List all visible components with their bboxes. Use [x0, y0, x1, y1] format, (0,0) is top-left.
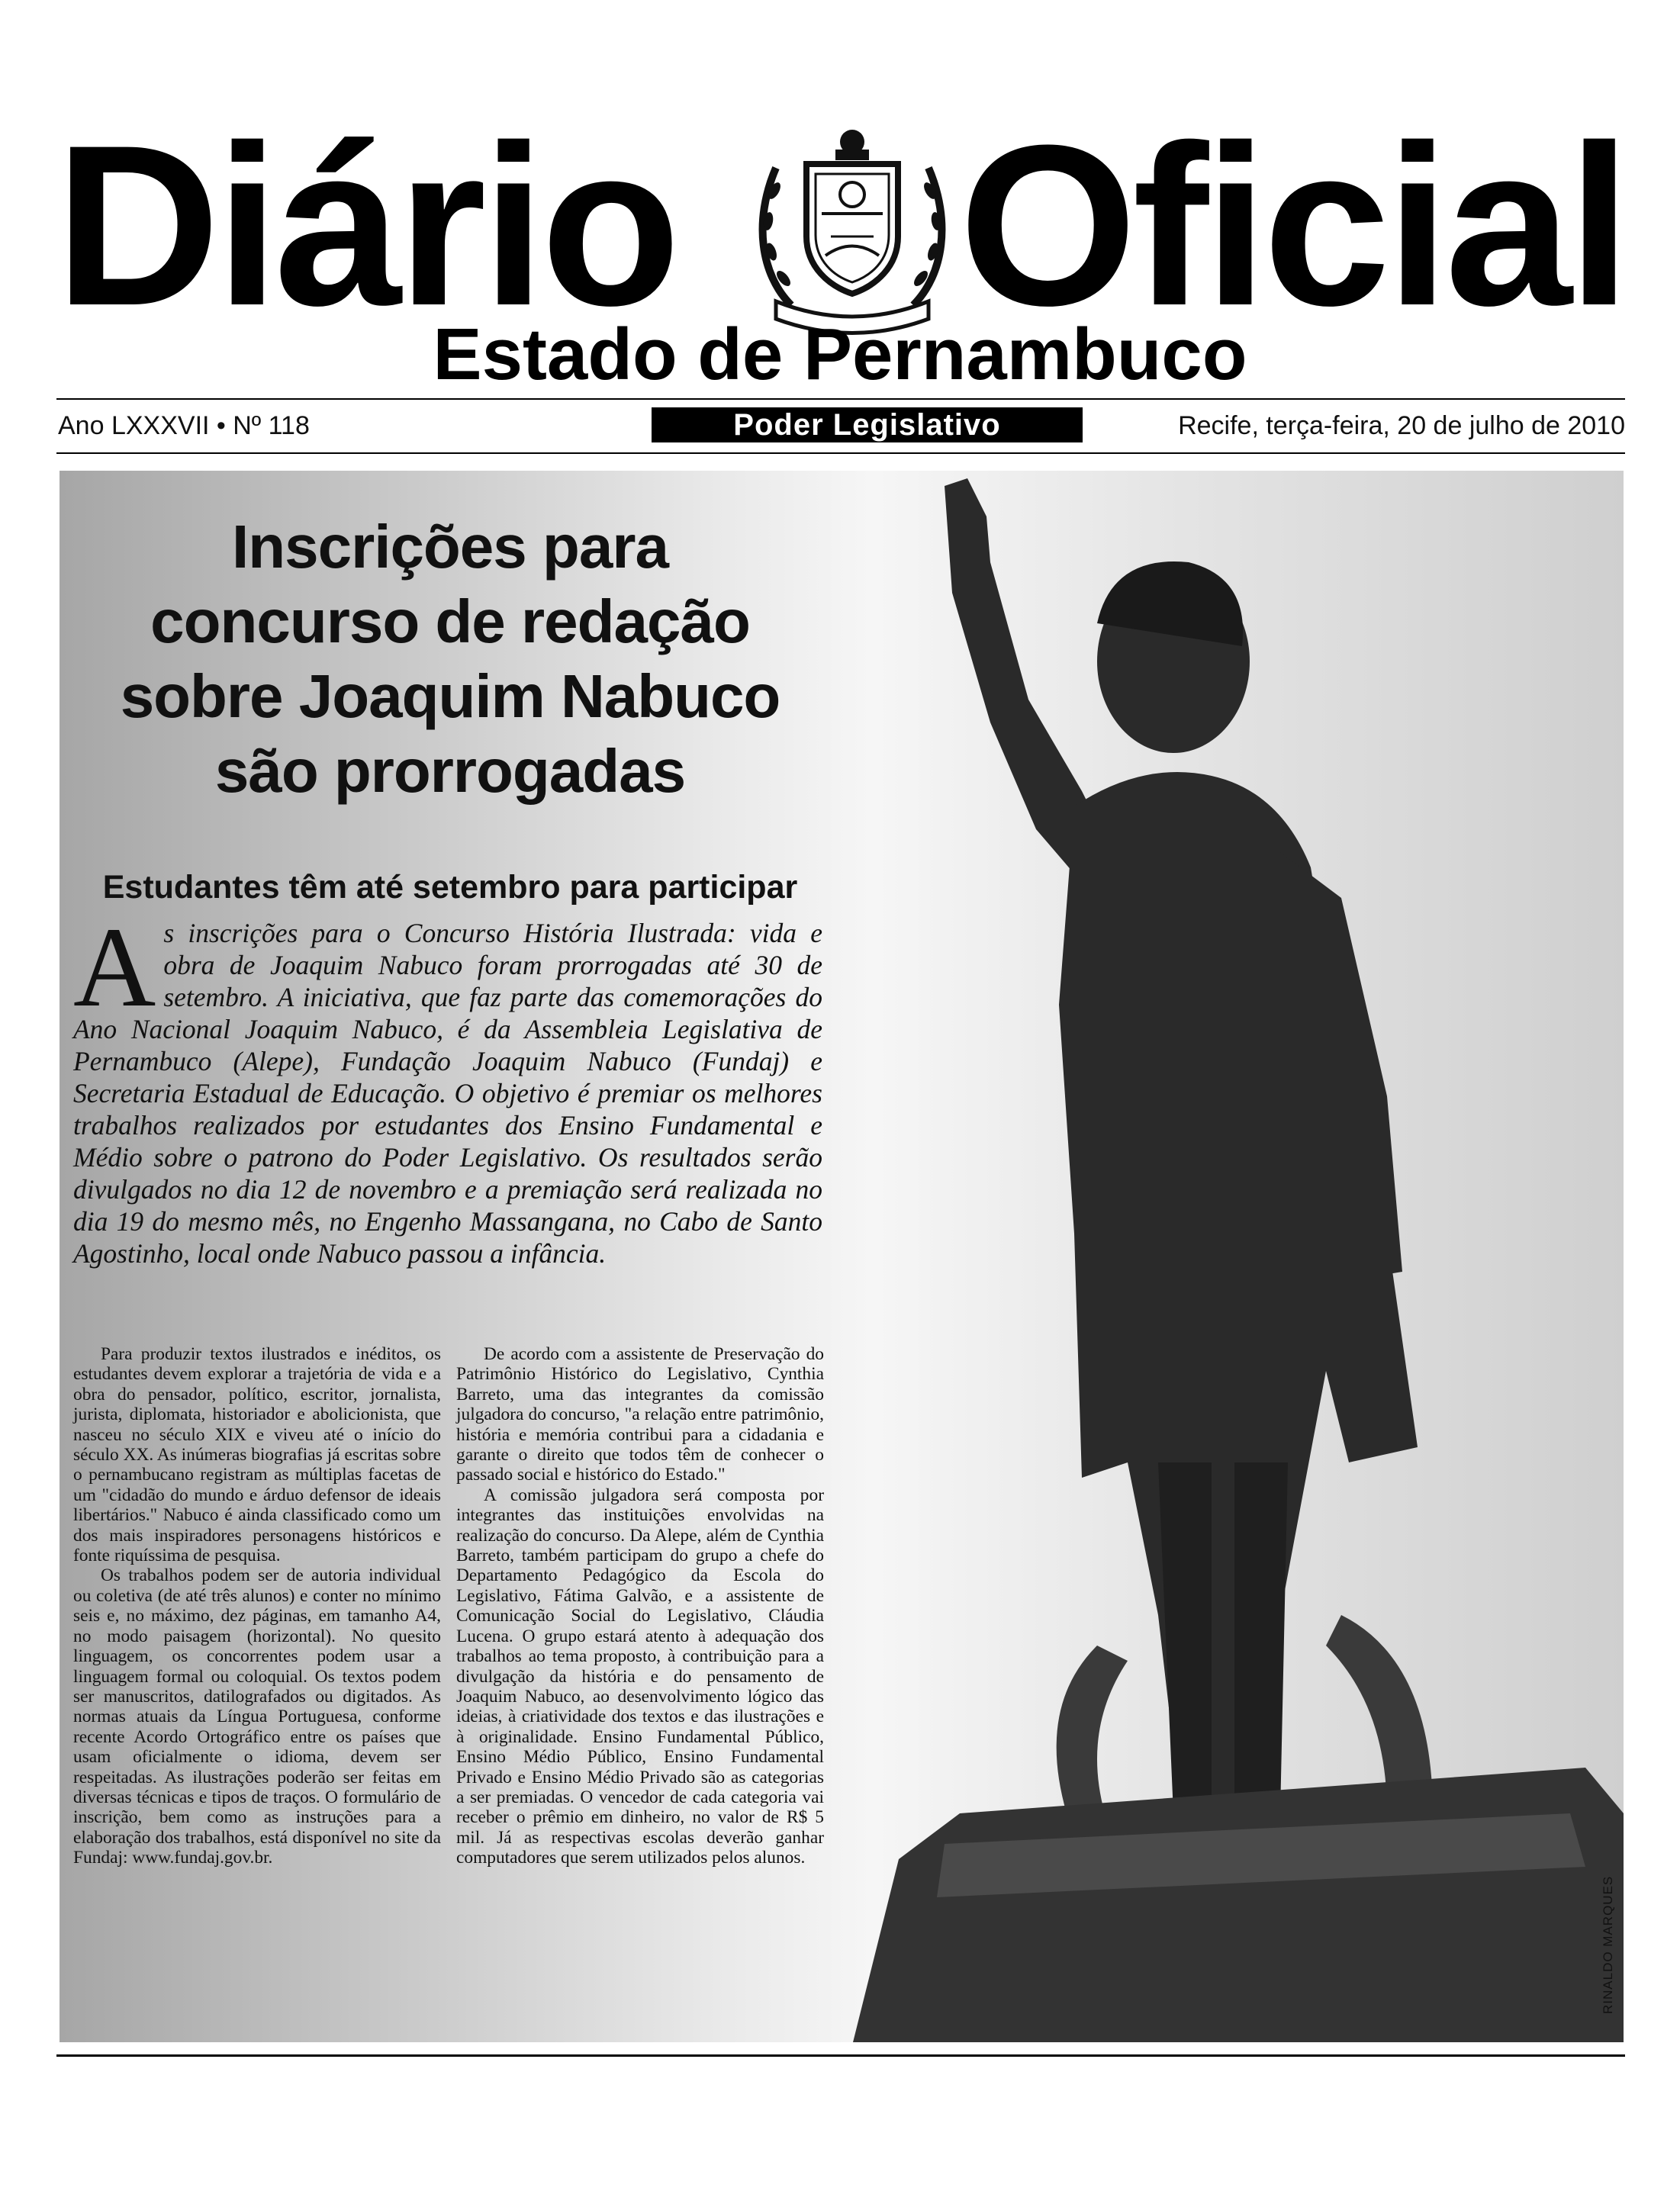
statue-silhouette-icon	[853, 471, 1624, 2042]
headline-line: são prorrogadas	[214, 737, 686, 805]
info-bar	[56, 404, 1625, 447]
paragraph: De acordo com a assistente de Preservação do Patrimônio Histórico do Legislativo, Cynthia Barreto, uma das integrantes da comissão julgadora do concurso, "a relação entre patrimônio, história e memória contribui para a cidadania e garante o direito que todos têm de conhecer o passado social e histórico do Estado."	[456, 1344, 824, 1485]
section-label: Poder Legislativo	[652, 407, 1083, 442]
masthead	[55, 97, 1627, 353]
paragraph: Para produzir textos ilustrados e inéditos, os estudantes devem explorar a trajetória de vida e a obra do pensador, político, escritor, jornalista, jurista, diplomata, historiador e abolicionista, que nasceu no século XIX e viveu até o início do século XX. As inúmeras biografias já escritas sobre o pernambucano registram as múltiplas facetas de um "cidadão do mundo e árduo defensor de ideais libertários." Nabuco é ainda classificado como um dos mais inspiradores personagens históricos e fonte riquíssima de pesquisa.	[73, 1344, 441, 1566]
masthead-subtitle: Estado de Pernambuco	[433, 314, 1247, 395]
masthead-title-left: Diário	[55, 97, 677, 353]
edition-number: Ano LXXXVII • Nº 118	[58, 411, 310, 440]
article-headline	[76, 510, 824, 809]
coat-of-arms-seal-icon	[745, 122, 959, 336]
headline-line: concurso de redação	[150, 587, 750, 655]
paragraph: A comissão julgadora será composta por integrantes das instituições envolvidas na realização do concurso. Da Alepe, além de Cynthia Barreto, também participam do grupo a chefe do Departamento Pedagógico da Escola do Legislativo, Fátima Galvão, e a assistente de Comunicação Social do Legislativo, Cláudia Lucena. O grupo estará atento à adequação dos trabalhos ao tema proposto, à contribuição para a divulgação da história e do pensamento de Joaquim Nabuco, ao desenvolvimento lógico das ideias, à criatividade dos textos e das ilustrações e à originalidade. Ensino Fundamental Público, Ensino Médio Público, Ensino Fundamental Privado e Ensino Médio Privado são as categorias a ser premiadas. O vencedor de cada categoria vai receber o prêmio em dinheiro, no valor de R$ 5 mil. Já as respectivas escolas deverão ganhar computadores que serem utilizados pelos alunos.	[456, 1485, 824, 1868]
article-lead	[73, 904, 822, 1269]
article-deck: Estudantes têm até setembro para participar	[102, 869, 798, 906]
article-column-2	[456, 1344, 824, 1868]
paragraph: Os trabalhos podem ser de autoria individual ou coletiva (de até três alunos) e conter no mínimo seis e, no máximo, dez páginas, em tamanho A4, no modo paisagem (horizontal). No quesito linguagem, os concorrentes podem usar a linguagem formal ou coloquial. Os textos podem ser manuscritos, datilografados ou digitados. As normas atuais da Língua Portuguesa, conforme recente Acordo Ortográfico entre os países que usam oficialmente o idioma, devem ser respeitadas. As ilustrações poderão ser feitas em diversas técnicas e tipos de traços. O formulário de inscrição, bem como as instruções para a elaboração dos trabalhos, está disponível no site da Fundaj: www.fundaj.gov.br.	[73, 1565, 441, 1868]
edition-date: Recife, terça-feira, 20 de julho de 2010	[1178, 411, 1625, 440]
headline-line: sobre Joaquim Nabuco	[120, 662, 780, 730]
bottom-rule	[56, 2054, 1625, 2057]
article-column-1	[73, 1344, 441, 1868]
infobar-rule	[56, 452, 1625, 454]
lead-text: s inscrições para o Concurso História Ilustrada: vida e obra de Joaquim Nabuco foram prorrogadas até 30 de setembro. A iniciativa, que faz parte das comemorações do Ano Nacional Joaquim Nabuco, é da Assembleia Legislativa de Pernambuco (Alepe), Fundação Joaquim Nabuco (Fundaj) e Secretaria Estadual de Educação. O objetivo é premiar os melhores trabalhos realizados por estudantes dos Ensino Fundamental e Médio sobre o patrono do Poder Legislativo. Os resultados serão divulgados no dia 12 de novembro e a premiação será realizada no dia 19 do mesmo mês, no Engenho Massangana, no Cabo de Santo Agostinho, local onde Nabuco passou a infância.	[73, 918, 822, 1269]
masthead-title-right: Oficial	[959, 97, 1627, 353]
top-rule	[56, 398, 1625, 400]
drop-cap: A	[73, 904, 156, 1031]
photo-credit: RINALDO MARQUES	[1601, 1875, 1615, 2014]
headline-line: Inscrições para	[232, 513, 668, 581]
